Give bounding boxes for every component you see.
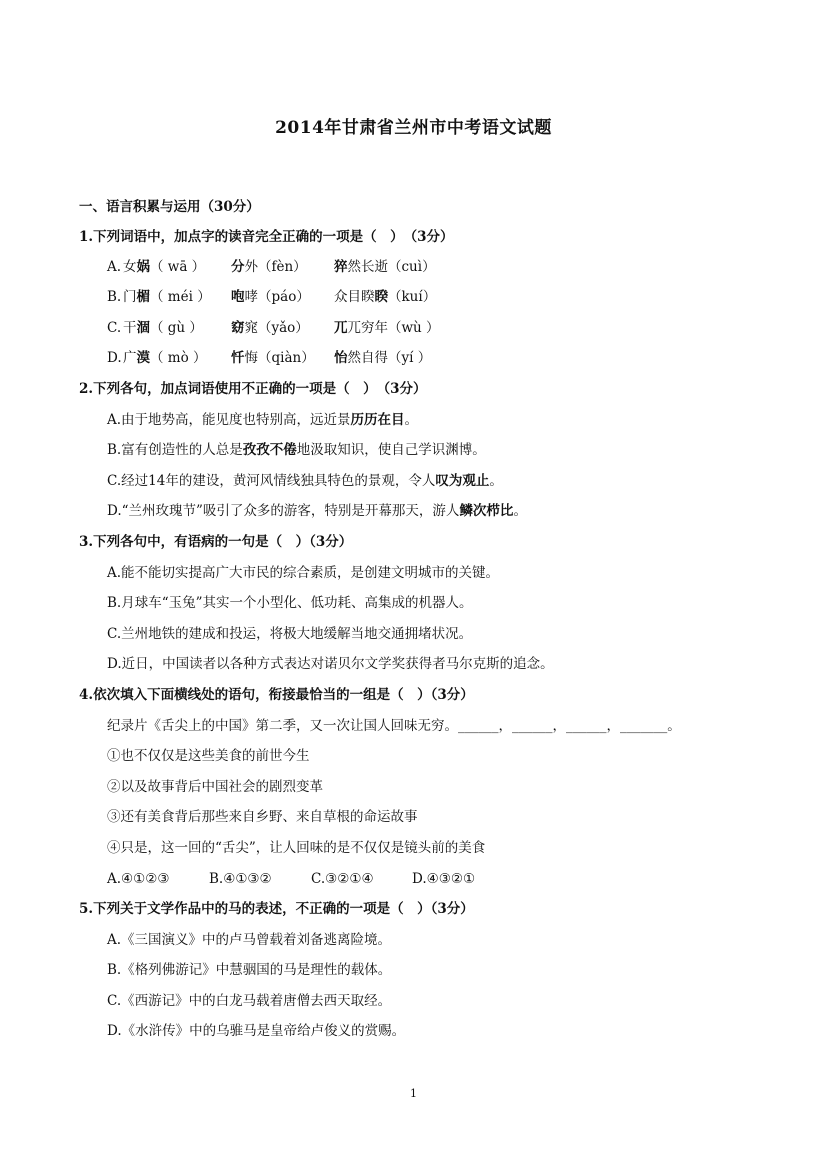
question-2-option-d (107, 502, 527, 520)
option-label: C. (107, 320, 122, 336)
text: D.“兰州玫瑰节”吸引了众多的游客，特别是开幕那天，游人 (107, 503, 460, 519)
dotted-char: 怡 (334, 350, 348, 366)
text: C.经过14年的建设，黄河风情线独具特色的景观，令人 (107, 473, 436, 489)
word: 然长逝 (347, 259, 388, 275)
question-4-option-c: C.③②①④ (311, 871, 374, 887)
question-5-option-b: B.《格列佛游记》中慧骃国的马是理性的载体。 (107, 962, 392, 978)
question-4-options (107, 870, 527, 888)
dotted-char: 漠 (136, 350, 150, 366)
option-label: D. (107, 350, 122, 366)
pinyin: （wù ） (388, 320, 440, 336)
word: 然自得 (347, 350, 388, 366)
question-1-stem: 1.下列词语中，加点字的读音完全正确的一项是（ ） （3分） (79, 229, 454, 245)
word: 众目睽 (334, 289, 375, 305)
question-4-option-a: A.④①②③ (107, 871, 170, 887)
text: B.富有创造性的人总是 (107, 442, 243, 458)
dotted-phrase: 历历在目 (350, 412, 405, 428)
question-2-option-c (107, 472, 503, 490)
text: 。 (489, 473, 503, 489)
word: 哮 (244, 289, 258, 305)
text: 。 (513, 503, 527, 519)
question-3-option-b: B.月球车“玉兔”其实一个小型化、低功耗、高集成的机器人。 (107, 595, 473, 611)
pinyin: （cuì） (388, 259, 436, 275)
question-1-option-c (107, 319, 467, 337)
dotted-char: 猝 (334, 259, 348, 275)
question-4-sentence-1: ①也不仅仅是这些美食的前世今生 (107, 748, 310, 764)
section-heading: 一、语言积累与运用（30分） (79, 199, 260, 215)
dotted-char: 咆 (231, 289, 245, 305)
pinyin: （qiàn） (258, 350, 315, 366)
question-2-option-b (107, 441, 486, 459)
dotted-char: 分 (231, 259, 245, 275)
word: 女 (123, 259, 137, 275)
text: A.由于地势高，能见度也特别高，远近景 (107, 412, 351, 428)
page-number: 1 (410, 1087, 417, 1100)
question-1-option-a (107, 258, 467, 276)
question-4-option-d: D.④③②① (412, 871, 476, 887)
question-4-sentence-4: ④只是，这一回的“舌尖”，让人回味的是不仅仅是镜头前的美食 (107, 840, 486, 856)
word: 兀穷年 (347, 320, 388, 336)
word: 广 (123, 350, 137, 366)
question-1-option-d (107, 349, 467, 367)
dotted-char: 楣 (136, 289, 150, 305)
pinyin: （ wā ） (150, 259, 206, 275)
dotted-phrase: 孜孜不倦 (242, 442, 297, 458)
document-title: 2014年甘肃省兰州市中考语文试题 (275, 118, 552, 138)
word: 门 (123, 289, 137, 305)
dotted-phrase: 鳞次栉比 (459, 503, 514, 519)
question-4-sentence-2: ②以及故事背后中国社会的剧烈变革 (107, 779, 323, 795)
dotted-char: 睽 (374, 289, 388, 305)
word: 悔 (244, 350, 258, 366)
word: 干 (123, 320, 137, 336)
dotted-phrase: 叹为观止 (435, 473, 490, 489)
text: 。 (404, 412, 419, 428)
option-label: A. (107, 259, 122, 275)
question-5-stem: 5.下列关于文学作品中的马的表述，不正确的一项是（ ）（3分） (79, 901, 474, 917)
question-3-stem: 3.下列各句中，有语病的一句是（ ）（3分） (79, 534, 353, 550)
question-5-option-a: A.《三国演义》中的卢马曾载着刘备逃离险境。 (107, 932, 392, 948)
dotted-char: 窈 (231, 320, 245, 336)
question-4-sentence-3: ③还有美食背后那些来自乡野、来自草根的命运故事 (107, 809, 418, 825)
text: 地汲取知识，使自己学识渊博。 (296, 442, 486, 458)
question-4-option-b: B.④①③② (209, 871, 272, 887)
question-3-option-a: A.能不能切实提高广大市民的综合素质，是创建文明城市的关键。 (107, 565, 500, 581)
pinyin: （yí ） (388, 350, 432, 366)
question-5-option-c: C.《西游记》中的白龙马载着唐僧去西天取经。 (107, 993, 392, 1009)
pinyin: （kuí） (388, 289, 437, 305)
pinyin: （yǎo） (258, 320, 309, 336)
dotted-char: 兀 (334, 320, 348, 336)
word: 外 (244, 259, 258, 275)
option-label: B. (107, 289, 122, 305)
dotted-char: 涸 (136, 320, 150, 336)
dotted-char: 娲 (136, 259, 150, 275)
pinyin: （fèn） (258, 259, 307, 275)
dotted-char: 忏 (231, 350, 245, 366)
pinyin: （ gù ） (150, 320, 203, 336)
question-3-option-c: C.兰州地铁的建成和投运，将极大地缓解当地交通拥堵状况。 (107, 626, 473, 642)
question-1-option-b (107, 288, 467, 306)
pinyin: （ mò ） (150, 350, 207, 366)
question-2-stem: 2.下列各句，加点词语使用不正确的一项是（ ） （3分） (79, 381, 427, 397)
question-2-option-a (107, 411, 418, 429)
question-4-passage: 纪录片《舌尖上的中国》第二季，又一次让国人回味无穷。______，______，______，_______。 (107, 718, 681, 734)
word: 窕 (244, 320, 258, 336)
question-5-option-d: D.《水浒传》中的乌骓马是皇帝给卢俊义的赏赐。 (107, 1023, 406, 1039)
pinyin: （ méi ） (150, 289, 211, 305)
pinyin: （páo） (258, 289, 310, 305)
question-3-option-d: D.近日，中国读者以各种方式表达对诺贝尔文学奖获得者马尔克斯的追念。 (107, 656, 554, 672)
question-4-stem: 4.依次填入下面横线处的语句，衔接最恰当的一组是（ ）（3分） (79, 687, 474, 703)
